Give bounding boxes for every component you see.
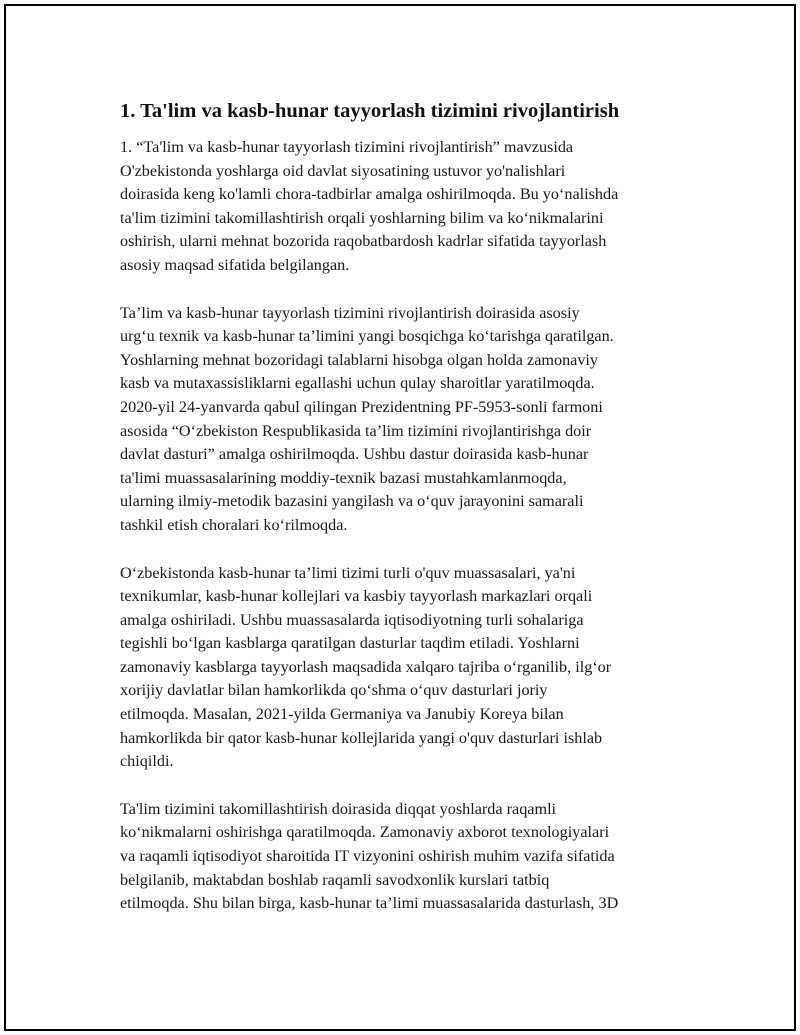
document-body bbox=[120, 98, 700, 940]
paragraph-line: zamonaviy kasblarga tayyorlash maqsadida xalqaro tajriba o‘rganilib, ilg‘or bbox=[120, 657, 612, 676]
section-heading: 1. Ta'lim va kasb-hunar tayyorlash tizimini rivojlantirish bbox=[120, 100, 620, 122]
paragraph-line: va raqamli iqtisodiyot sharoitida IT vizyonini oshirish muhim vazifa sifatida bbox=[120, 847, 615, 866]
paragraph-line: belgilanib, maktabdan boshlab raqamli savodxonlik kurslari tatbiq bbox=[120, 870, 550, 889]
paragraph-line: ularning ilmiy-metodik bazasini yangilash va o‘quv jarayonini samarali bbox=[120, 492, 584, 511]
paragraph-line: O‘zbekistonda kasb-hunar ta’limi tizimi turli o'quv muassasalari, ya'ni bbox=[120, 563, 576, 582]
paragraph-line: Ta'lim tizimini takomillashtirish doirasida diqqat yoshlarda raqamli bbox=[120, 799, 557, 818]
paragraph-line: doirasida keng ko'lamli chora-tadbirlar amalga oshirilmoqda. Bu yo‘nalishda bbox=[120, 185, 619, 204]
paragraph-line: Yoshlarning mehnat bozoridagi talablarni hisobga olgan holda zamonaviy bbox=[120, 350, 599, 369]
paragraph-line: amalga oshiriladi. Ushbu muassasalarda iqtisodiyotning turli sohalariga bbox=[120, 610, 584, 629]
page-frame bbox=[4, 4, 796, 1031]
paragraph-line: ko‘nikmalarni oshirishga qaratilmoqda. Zamonaviy axborot texnologiyalari bbox=[120, 823, 610, 842]
paragraph-line: 1. “Ta'lim va kasb-hunar tayyorlash tizimini rivojlantirish” mavzusida bbox=[120, 138, 574, 156]
paragraph-line: tegishli bo‘lgan kasblarga qaratilgan dasturlar taqdim etiladi. Yoshlarni bbox=[120, 634, 580, 653]
paragraph-3 bbox=[120, 562, 700, 774]
paragraph-line: etilmoqda. Shu bilan birga, kasb-hunar ta’limi muassasalarida dasturlash, 3D bbox=[120, 894, 619, 913]
paragraph-line: texnikumlar, kasb-hunar kollejlari va kasbiy tayyorlash markazlari orqali bbox=[120, 587, 593, 606]
paragraph-line: etilmoqda. Masalan, 2021-yilda Germaniya va Janubiy Koreya bilan bbox=[120, 705, 564, 724]
paragraph-line: urg‘u texnik va kasb-hunar ta’limini yangi bosqichga ko‘tarishga qaratilgan. bbox=[120, 327, 614, 346]
paragraph-line: xorijiy davlatlar bilan hamkorlikda qo‘shma o‘quv dasturlari joriy bbox=[120, 681, 548, 700]
paragraph-line: oshirish, ularni mehnat bozorida raqobatbardosh kadrlar sifatida tayyorlash bbox=[120, 232, 607, 251]
paragraph-2 bbox=[120, 302, 700, 538]
paragraph-line: tashkil etish choralari ko‘rilmoqda. bbox=[120, 515, 348, 534]
paragraph-4 bbox=[120, 798, 700, 916]
paragraph-1 bbox=[120, 136, 700, 278]
paragraph-line: O'zbekistonda yoshlarga oid davlat siyosatining ustuvor yo'nalishlari bbox=[120, 161, 566, 180]
paragraph-line: chiqildi. bbox=[120, 752, 174, 771]
paragraph-line: davlat dasturi” amalga oshirilmoqda. Ushbu dastur doirasida kasb-hunar bbox=[120, 445, 589, 464]
paragraph-line: asosida “O‘zbekiston Respublikasida ta’lim tizimini rivojlantirishga doir bbox=[120, 421, 592, 440]
paragraphs-container bbox=[120, 136, 700, 916]
paragraph-line: hamkorlikda bir qator kasb-hunar kollejlarida yangi o'quv dasturlari ishlab bbox=[120, 728, 603, 747]
paragraph-line: 2020-yil 24-yanvarda qabul qilingan Prezidentning PF-5953-sonli farmoni bbox=[120, 397, 603, 416]
paragraph-line: kasb va mutaxassisliklarni egallashi uchun qulay sharoitlar yaratilmoqda. bbox=[120, 374, 595, 393]
paragraph-line: ta'limi muassasalarining moddiy-texnik bazasi mustahkamlanmoqda, bbox=[120, 468, 567, 487]
paragraph-line: asosiy maqsad sifatida belgilangan. bbox=[120, 255, 350, 274]
paragraph-line: Ta’lim va kasb-hunar tayyorlash tizimini rivojlantirish doirasida asosiy bbox=[120, 303, 580, 322]
paragraph-line: ta'lim tizimini takomillashtirish orqali yoshlarning bilim va ko‘nikmalarini bbox=[120, 208, 604, 227]
